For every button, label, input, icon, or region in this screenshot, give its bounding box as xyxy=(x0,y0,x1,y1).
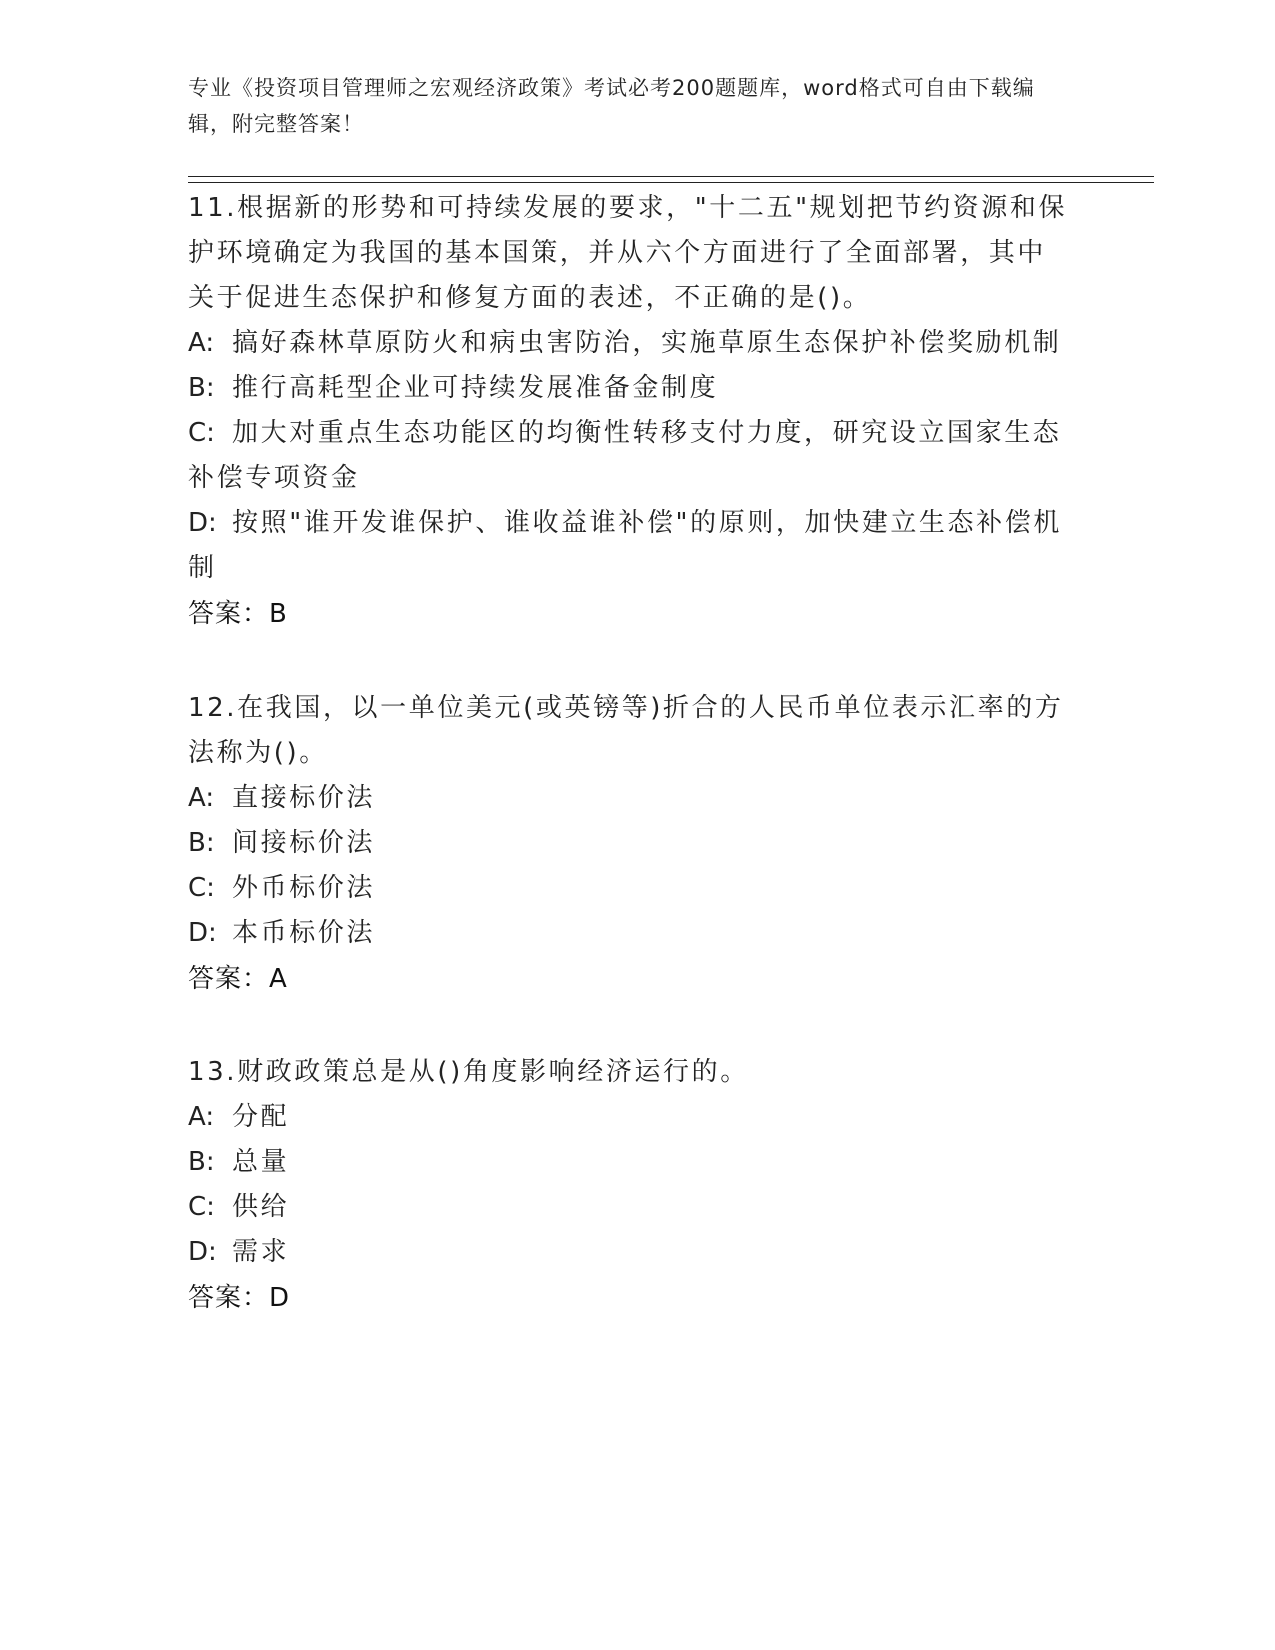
option-text: 按照"谁开发谁保护、谁收益谁补偿"的原则，加快建立生态补偿机制 xyxy=(188,508,1062,583)
option-letter: B: xyxy=(188,373,215,403)
question-block xyxy=(188,1050,1068,1321)
option-letter: A: xyxy=(188,783,215,813)
option-letter: D: xyxy=(188,1237,217,1267)
document-header: 专业《投资项目管理师之宏观经济政策》考试必考200题题库，word格式可自由下载编辑，附完整答案！ xyxy=(188,76,1035,136)
option-c xyxy=(188,866,1068,911)
option-text: 搞好森林草原防火和病虫害防治，实施草原生态保护补偿奖励机制 xyxy=(232,328,1062,358)
option-letter: C: xyxy=(188,873,215,903)
option-b xyxy=(188,1140,1068,1185)
option-letter: C: xyxy=(188,418,215,448)
option-text: 总量 xyxy=(232,1147,290,1177)
option-letter: A: xyxy=(188,328,215,358)
option-c xyxy=(188,411,1068,501)
option-letter: C: xyxy=(188,1192,215,1222)
option-text: 推行高耗型企业可持续发展准备金制度 xyxy=(232,373,719,403)
option-letter: D: xyxy=(188,918,217,948)
option-a xyxy=(188,1095,1068,1140)
option-text: 外币标价法 xyxy=(232,873,376,903)
option-text: 直接标价法 xyxy=(232,783,376,813)
option-letter: D: xyxy=(188,508,217,538)
option-b xyxy=(188,366,1068,411)
option-letter: B: xyxy=(188,1147,215,1177)
question-block xyxy=(188,186,1068,637)
option-letter: B: xyxy=(188,828,215,858)
option-text: 加大对重点生态功能区的均衡性转移支付力度，研究设立国家生态补偿专项资金 xyxy=(188,418,1062,493)
question-stem: 11.根据新的形势和可持续发展的要求，"十二五"规划把节约资源和保护环境确定为我国的基本国策，并从六个方面进行了全面部署，其中关于促进生态保护和修复方面的表述，不正确的是()。 xyxy=(188,193,1068,313)
option-letter: A: xyxy=(188,1102,215,1132)
answer-line: 答案：D xyxy=(188,1283,291,1313)
option-b xyxy=(188,821,1068,866)
option-c xyxy=(188,1185,1068,1230)
answer-line: 答案：B xyxy=(188,599,288,629)
option-a xyxy=(188,321,1068,366)
option-text: 需求 xyxy=(232,1237,290,1267)
header-divider-top xyxy=(188,176,1154,177)
answer-line: 答案：A xyxy=(188,964,288,994)
option-text: 本币标价法 xyxy=(232,918,376,948)
option-d xyxy=(188,911,1068,956)
option-a xyxy=(188,776,1068,821)
option-text: 间接标价法 xyxy=(232,828,376,858)
question-stem: 12.在我国，以一单位美元(或英镑等)折合的人民币单位表示汇率的方法称为()。 xyxy=(188,693,1064,768)
question-block xyxy=(188,686,1068,1002)
option-d xyxy=(188,501,1068,591)
option-d xyxy=(188,1230,1068,1275)
option-text: 供给 xyxy=(232,1192,290,1222)
header-divider-bottom xyxy=(188,182,1154,183)
option-text: 分配 xyxy=(232,1102,290,1132)
question-stem: 13.财政政策总是从()角度影响经济运行的。 xyxy=(188,1057,749,1087)
